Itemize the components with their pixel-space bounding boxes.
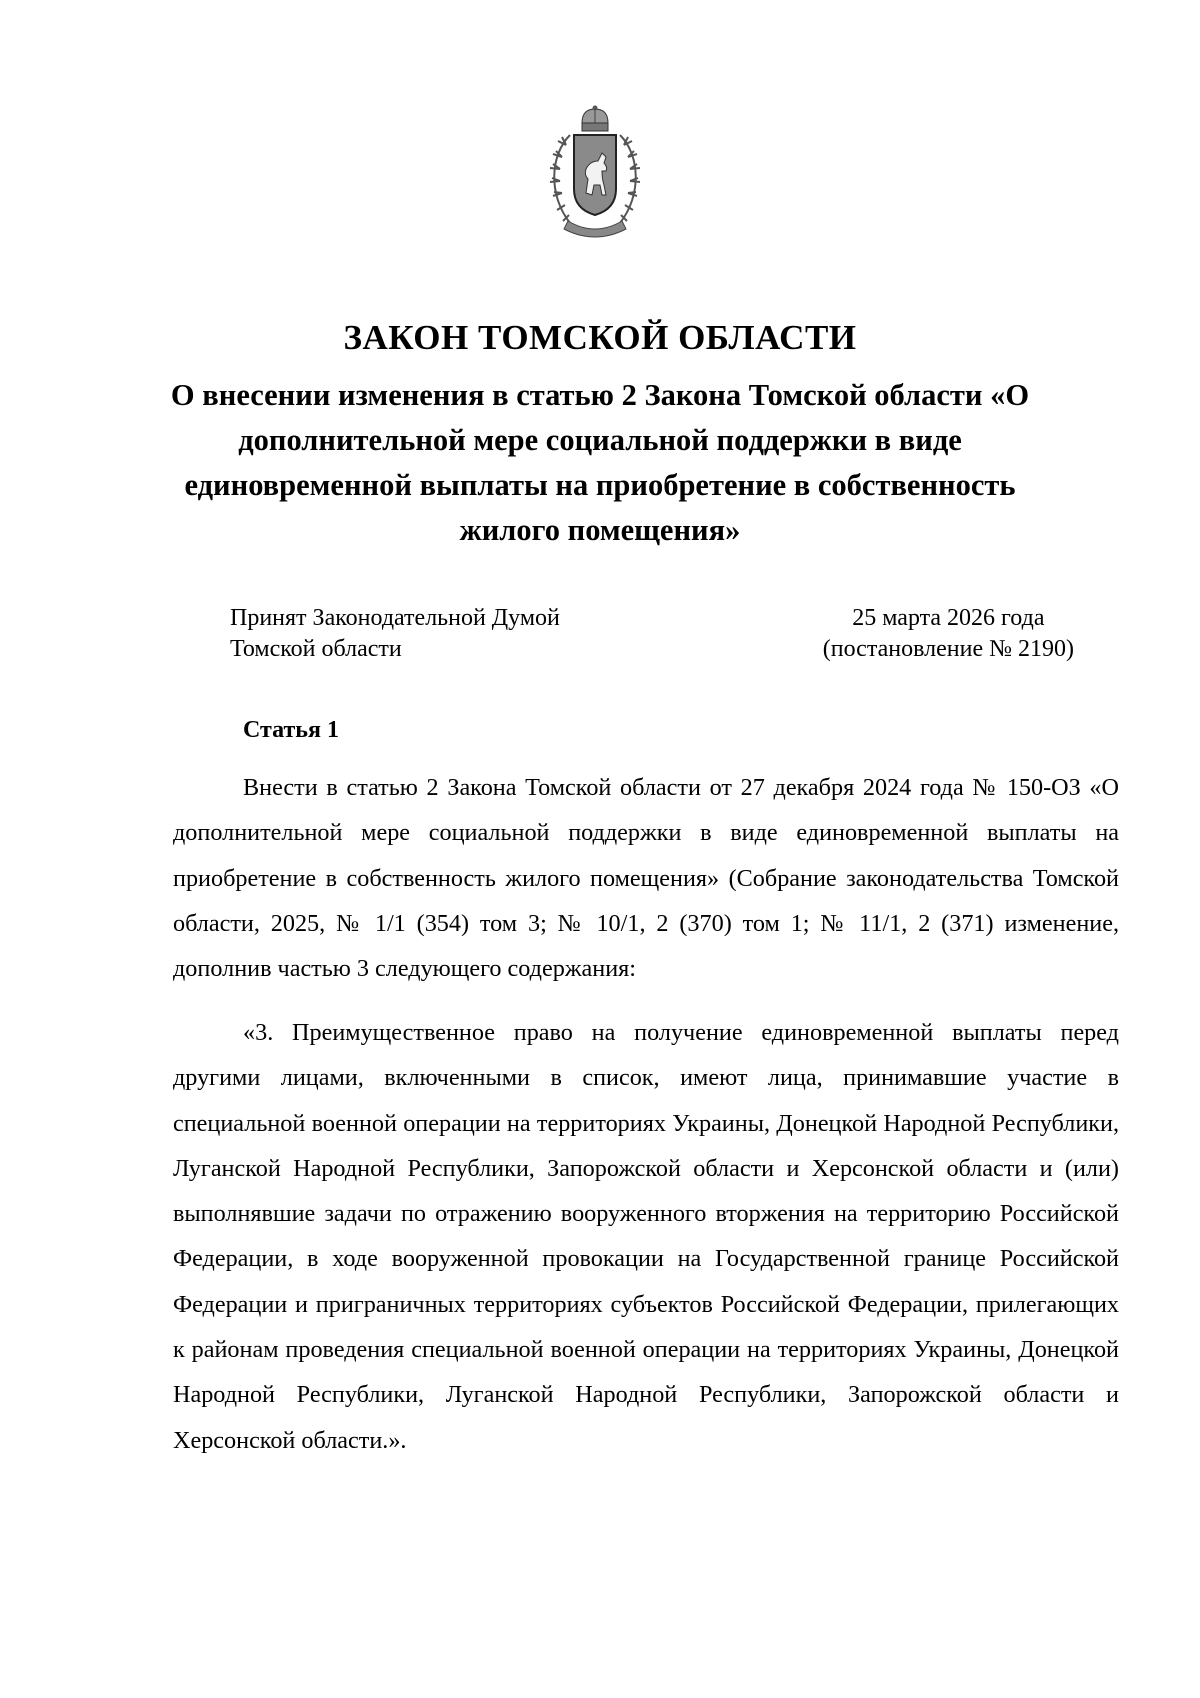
adoption-date (823, 603, 1074, 665)
wreath-left-icon (550, 135, 570, 223)
article-paragraph: Внести в статью 2 Закона Томской области от 27 декабря 2024 года № 150-ОЗ «О дополнительной мере социальной поддержки в виде единовременной выплаты на приобретение в собственность жилого помещения» (Собрание законодательства Томской области, 2025, № 1/1 (354) том 3; № 10/1, 2 (370) том 1; № 11/1, 2 (371) изменение, дополнив частью 3 следующего содержания: (173, 774, 1119, 983)
adoption-body-line: Принят Законодательной Думой (230, 605, 560, 631)
article-paragraph: «3. Преимущественное право на получение единовременной выплаты перед другими лицами, включенными в список, имеют лица, принимавшие участие в специальной военной операции на территориях Украины, Донецкой Народной Республики, Луганской Народной Республики, Запорожской области и Херсонской области и (или) выполнявшие задачи по отражению вооруженного вторжения на территорию Российской Федерации, в ходе вооруженной провокации на Государственной границе Российской Федерации и приграничных территориях субъектов Российской Федерации, прилегающих к районам проведения специальной военной операции на территориях Украины, Донецкой Народной Республики, Луганской Народной Республики, Запорожской области и Херсонской области.». (173, 1019, 1119, 1454)
article-heading: Статья 1 (243, 717, 339, 743)
ribbon-icon (564, 221, 626, 237)
law-subtitle: О внесении изменения в статью 2 Закона Томской области «О дополнительной мере социальной поддержки в виде единовременной выплаты на приобретение в собственность жилого помещения» (170, 378, 1030, 547)
adoption-body (230, 603, 560, 665)
adoption-date-line: 25 марта 2026 года (852, 605, 1045, 631)
coat-of-arms-emblem (540, 105, 650, 245)
resolution-number: (постановление № 2190) (822, 636, 1074, 662)
adoption-body-line: Томской области (230, 636, 402, 662)
wreath-right-icon (620, 135, 640, 223)
crown-icon (582, 106, 608, 132)
law-title: ЗАКОН ТОМСКОЙ ОБЛАСТИ (343, 318, 857, 357)
